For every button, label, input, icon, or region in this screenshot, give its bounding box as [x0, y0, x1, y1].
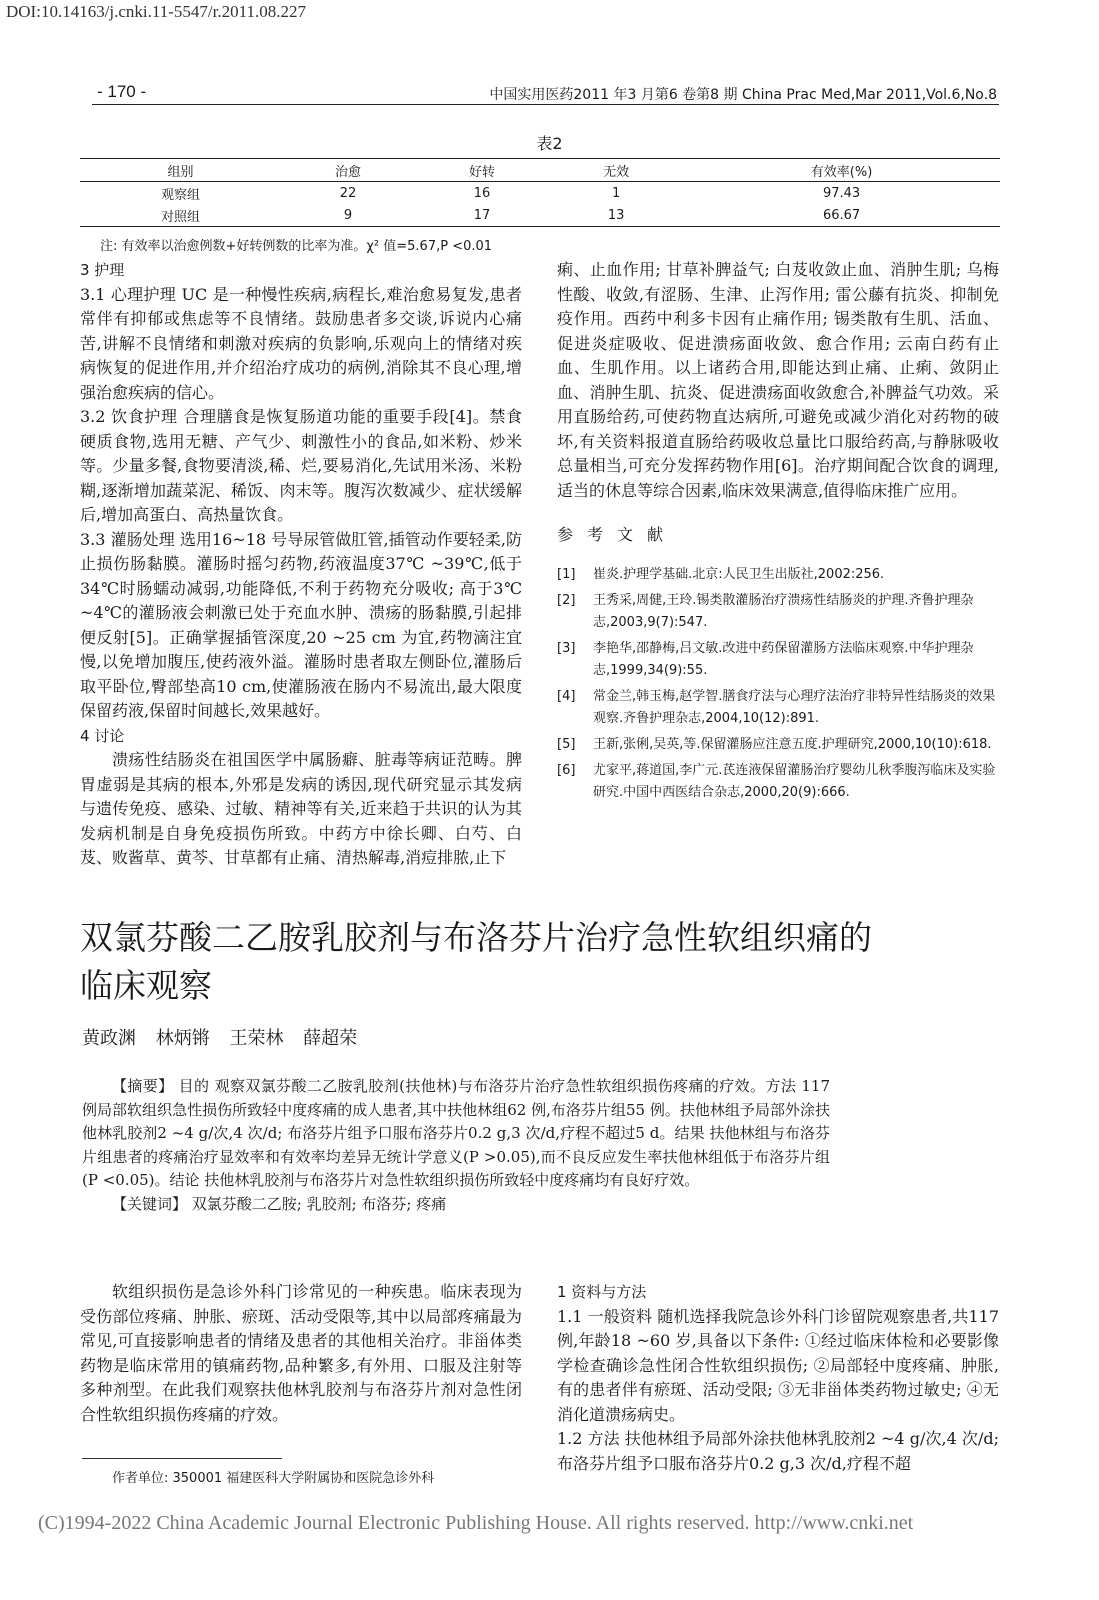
table-header: 治愈 — [281, 159, 415, 182]
paragraph: 溃疡性结肠炎在祖国医学中属肠癖、脏毒等病证范畴。脾胃虚弱是其病的根本,外邪是发病的诱因,现代研究显示其发病与遗传免疫、感染、过敏、精神等有关,近来趋于共识的认为其发病机制是自身免疫损伤所致。中药方中徐长卿、白芍、白芨、败酱草、黄芩、甘草都有止痛、清热解毒,消痘排脓,止下 — [80, 750, 522, 867]
reference-text: 常金兰,韩玉梅,赵学智.膳食疗法与心理疗法治疗非特异性结肠炎的效果观察.齐鲁护理杂志,2004,10(12):891. — [593, 688, 996, 726]
reference-text: 崔炎.护理学基础.北京:人民卫生出版社,2002:256. — [593, 566, 885, 582]
article-right-column — [557, 1280, 999, 1476]
references-title: 参考文献 — [557, 525, 678, 544]
results-table — [80, 158, 1000, 227]
table-header: 好转 — [415, 159, 549, 182]
journal-header: 中国实用医药2011 年3 月第6 卷第8 期 China Prac Med,Mar 2011,Vol.6,No.8 — [489, 87, 997, 103]
table-header: 无效 — [549, 159, 683, 182]
table-cell: 66.67 — [683, 204, 1000, 227]
paragraph: 1.2 方法 扶他林组予局部外涂扶他林乳胶剂2 ~4 g/次,4 次/d; 布洛芬片组予口服布洛芬片0.2 g,3 次/d,疗程不超 — [557, 1429, 999, 1473]
affiliation-rule — [82, 1458, 282, 1459]
paragraph: 3.3 灌肠处理 选用16~18 号导尿管做肛管,插管动作要轻柔,防止损伤肠黏膜。灌肠时摇匀药物,药液温度37℃ ~39℃,低于34℃时肠蠕动减弱,功能降低,不利于药物充分吸收; 高于3℃ ~4℃的灌肠液会刺激已处于充血水肿、溃疡的肠黏膜,引起排便反射[5]。正确掌握插管深度,20 ~25 cm 为宜,药物滴注宜慢,以免增加腹压,使药液外溢。灌肠时患者取左侧卧位,灌肠后取平卧位,臀部垫高10 cm,使灌肠液在肠内不易流出,最大限度保留药液,保留时间越长,效果越好。 — [80, 529, 522, 720]
reference-item — [557, 638, 999, 682]
author-affiliation: 作者单位: 350001 福建医科大学附属协和医院急诊外科 — [112, 1471, 435, 1486]
paragraph: 1.1 一般资料 随机选择我院急诊外科门诊留院观察患者,共117 例,年龄18 ~60 岁,具备以下条件: ①经过临床体检和必要影像学检查确诊急性闭合性软组织损伤; ②局部轻中度疼痛、肿胀,有的患者伴有瘀斑、活动受限; ③无非甾体类药物过敏史; ④无消化道溃疡病史。 — [557, 1306, 999, 1424]
table-row — [80, 182, 1000, 205]
reference-number: [1] — [557, 566, 576, 582]
paragraph: 痢、止血作用; 甘草补脾益气; 白芨收敛止血、消肿生肌; 乌梅性酸、收敛,有涩肠、生津、止泻作用; 雷公藤有抗炎、抑制免疫作用。西药中利多卡因有止痛作用; 锡类散有生肌、活血、促进炎症吸收、促进溃疡面收敛、愈合作用; 云南白药有止血、生肌作用。以上诸药合用,即能达到止痛、止痢、敛阴止血、消肿生肌、抗炎、促进溃疡面收敛愈合,补脾益气功效。采用直肠给药,可使药物直达病所,可避免或减少消化对药物的破坏,有关资料报道直肠给药吸收总量比口服给药高,与静脉吸收总量相当,可充分发挥药物作用[6]。治疗期间配合饮食的调理,适当的休息等综合因素,临床效果满意,值得临床推广应用。 — [557, 260, 999, 500]
section-heading: 3 护理 — [80, 261, 125, 279]
table-cell: 22 — [339, 185, 357, 201]
doi-line: DOI:10.14163/j.cnki.11-5547/r.2011.08.227 — [6, 2, 306, 21]
left-column — [80, 258, 522, 871]
page-number: - 170 - — [97, 82, 147, 101]
author-list: 黄政渊 林炳锵 王荣林 薛超荣 — [82, 1028, 358, 1049]
reference-number: [5] — [557, 736, 576, 752]
right-column — [557, 258, 999, 808]
table-cell: 观察组 — [161, 187, 201, 203]
abstract-block — [82, 1075, 830, 1216]
section-heading: 4 讨论 — [80, 726, 125, 745]
abstract-text: 【摘要】 目的 观察双氯芬酸二乙胺乳胶剂(扶他林)与布洛芬片治疗急性软组织损伤疼痛的疗效。方法 117 例局部软组织急性损伤所致轻中度疼痛的成人患者,其中扶他林组62 例,布洛芬片组55 例。扶他林组予局部外涂扶他林乳胶剂2 ~4 g/次,4 次/d; 布洛芬片组予口服布洛芬片0.2 g,3 次/d,疗程不超过5 d。结果 扶他林组与布洛芬片组患者的疼痛治疗显效率和有效率均差异无统计学意义(P >0.05),而不良反应发生率扶他林组低于布洛芬片组(P <0.05)。结论 扶他林乳胶剂与布洛芬片对急性软组织损伤所致轻中度疼痛均有良好疗效。 — [82, 1077, 830, 1189]
reference-item — [557, 564, 999, 586]
table-cell: 13 — [549, 204, 683, 227]
reference-number: [4] — [557, 688, 576, 704]
reference-text: 李艳华,邵静梅,吕文敏.改进中药保留灌肠方法临床观察.中华护理杂志,1999,34(9):55. — [593, 640, 974, 678]
reference-text: 王秀采,周健,王玲.锡类散灌肠治疗溃疡性结肠炎的护理.齐鲁护理杂志,2003,9(7):547. — [593, 592, 974, 630]
reference-item — [557, 734, 999, 756]
table-header: 组别 — [80, 159, 281, 182]
paragraph: 软组织损伤是急诊外科门诊常见的一种疾患。临床表现为受伤部位疼痛、肿胀、瘀斑、活动受限等,其中以局部疼痛最为常见,可直接影响患者的情绪及患者的其他相关治疗。非甾体类药物是临床常用的镇痛药物,品种繁多,有外用、口服及注射等多种剂型。在此我们观察扶他林乳胶剂与布洛芬片剂对急性闭合性软组织损伤疼痛的疗效。 — [80, 1282, 522, 1424]
reference-item — [557, 686, 999, 730]
table-caption: 表2 — [536, 134, 563, 153]
reference-number: [6] — [557, 762, 576, 778]
table-note: 注: 有效率以治愈例数+好转例数的比率为准。χ² 值=5.67,P <0.01 — [100, 239, 493, 254]
table-cell: 16 — [473, 185, 491, 201]
paragraph: 3.2 饮食护理 合理膳食是恢复肠道功能的重要手段[4]。禁食硬质食物,选用无糖、产气少、刺激性小的食品,如米粉、炒米等。少量多餐,食物要清淡,稀、烂,要易消化,先试用米汤、米粉糊,逐渐增加蔬菜泥、稀饭、肉末等。腹泻次数减少、症状缓解后,增加高蛋白、高热量饮食。 — [80, 407, 522, 524]
reference-text: 王新,张俐,吴英,等.保留灌肠应注意五度.护理研究,2000,10(10):618. — [593, 736, 992, 752]
header-rule — [92, 104, 999, 105]
table-cell: 17 — [415, 204, 549, 227]
article-title: 双氯芬酸二乙胺乳胶剂与布洛芬片治疗急性软组织痛的临床观察 — [80, 918, 872, 1005]
table-cell: 对照组 — [80, 204, 281, 227]
reference-item — [557, 760, 999, 804]
table-cell: 97.43 — [822, 185, 861, 201]
table-header-row — [80, 159, 1000, 182]
paragraph: 3.1 心理护理 UC 是一种慢性疾病,病程长,难治愈易复发,患者常伴有抑郁或焦虑等不良情绪。鼓励患者多交谈,诉说内心痛苦,讲解不良情绪和刺激对疾病的负影响,乐观向上的情绪对疾病恢复的促进作用,并介绍治疗成功的病例,消除其不良心理,增强治愈疾病的信心。 — [80, 284, 522, 402]
keywords: 【关键词】 双氯芬酸二乙胺; 乳胶剂; 布洛芬; 疼痛 — [112, 1194, 447, 1213]
reference-item — [557, 590, 999, 634]
article-left-column — [80, 1280, 522, 1427]
table-row — [80, 204, 1000, 227]
table-cell: 1 — [611, 185, 621, 201]
section-heading: 1 资料与方法 — [557, 1283, 647, 1301]
table-cell: 9 — [281, 204, 415, 227]
table-header: 有效率(%) — [683, 159, 1000, 182]
reference-number: [3] — [557, 640, 576, 656]
reference-text: 尤家平,蒋道国,李广元.芪连液保留灌肠治疗婴幼儿秋季腹泻临床及实验研究.中国中西医结合杂志,2000,20(9):666. — [593, 762, 996, 800]
copyright-footer: (C)1994-2022 China Academic Journal Electronic Publishing House. All rights reserved. http://www.cnki.net — [38, 1512, 914, 1534]
reference-number: [2] — [557, 592, 576, 608]
